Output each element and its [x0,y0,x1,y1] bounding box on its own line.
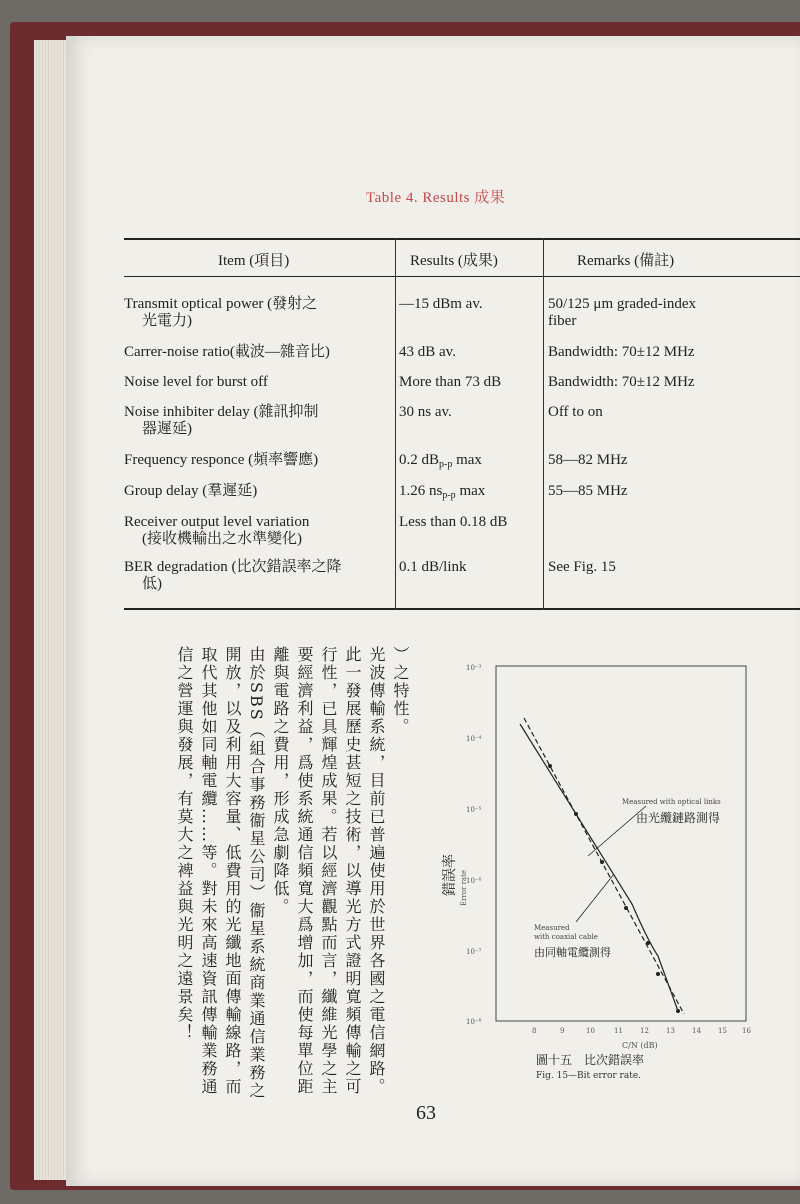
body-paragraph: 光波傳輸系統，目前已普遍使用於世界各國之電信網路。此一發展歷史甚短之技術，以導光方式證明寬頻傳輸之可行性，已具輝煌成果。若以經濟觀點而言，纖維光學之主要經濟利益，爲使系統通信頻寬大爲增加，而使每單位距離與電路之費用，形成急劇降低。 [271,646,386,1096]
row-item-cont: 低) [142,576,162,592]
page-number: 63 [416,1102,436,1124]
y-tick: 10⁻⁵ [466,806,482,814]
y-tick: 10⁻⁴ [466,735,482,743]
data-point [624,906,628,910]
table-bottom-rule [124,608,800,610]
plot-frame [496,666,746,1021]
x-tick: 10 [586,1027,595,1035]
row-result: 43 dB av. [399,344,456,360]
row-remark: 55—85 MHz [548,483,628,499]
row-remark: Bandwidth: 70±12 MHz [548,374,695,390]
row-item-cont: 光電力) [142,313,192,329]
data-point [656,972,660,976]
optical-label: Measured with optical links [622,798,721,806]
y-tick: 10⁻⁶ [466,877,482,885]
data-point [676,1009,680,1013]
row-item: Carrer-noise ratio(載波—雜音比) [124,344,330,360]
coax-label: Measured [534,924,570,932]
x-tick: 12 [640,1027,649,1035]
row-item: Noise inhibiter delay (雜訊抑制 [124,404,319,420]
row-remark: Bandwidth: 70±12 MHz [548,344,695,360]
table-top-rule [124,238,800,240]
row-result: —15 dBm av. [399,296,483,312]
x-tick: 9 [560,1027,565,1035]
header-results: Results (成果) [410,253,498,269]
x-axis-label: C/N (dB) [622,1041,658,1050]
figure-15 [436,656,766,1096]
vertical-body-text [152,646,412,1126]
x-tick: 13 [666,1027,675,1035]
row-item: BER degradation (比次錯誤率之降 [124,559,342,575]
figure-caption-zh: 圖十五 比次錯誤率 [536,1053,645,1067]
table-header-rule [124,276,800,277]
row-remark: See Fig. 15 [548,559,616,575]
coaxial-cable-curve [520,724,678,1011]
row-item: Group delay (羣遲延) [124,483,258,499]
row-result-sub: p-p [442,490,456,501]
y-tick: 10⁻⁷ [466,948,482,956]
row-item: Noise level for burst off [124,374,268,390]
row-result: 30 ns av. [399,404,452,420]
y-axis-label: 錯誤率 [442,854,458,896]
body-paragraph: 由於SBS（組合事務衞星公司）衞星系統商業通信業務之開放，以及利用大容量、低費用的光纖地面傳輸線路，而取代其他如同軸電纜……等。對未來高速資訊傳輸業務通信之營運與發展，有莫大之裨益與光明之遠景矣！ [175,646,266,1100]
coax-label: with coaxial cable [534,933,598,941]
row-item-cont: 器遲延) [142,421,192,437]
x-tick: 15 [718,1027,727,1035]
row-item: Receiver output level variation [124,514,310,530]
data-point [574,812,578,816]
row-remark: 58—82 MHz [548,452,628,468]
y-axis-label-en: Error rate [460,869,468,906]
row-result: 1.26 ns [399,483,443,499]
header-remarks: Remarks (備註) [577,253,675,269]
coax-pointer-line [576,874,614,922]
row-result-tail: max [455,483,486,499]
row-item: Frequency responce (頻率響應) [124,452,319,468]
row-result: 0.1 dB/link [399,559,467,575]
row-remark: 50/125 μm graded-index [548,296,697,312]
row-result: 0.2 dB [399,452,440,468]
figure-caption-en: Fig. 15—Bit error rate. [536,1071,642,1081]
body-paragraph: ）之特性。 [391,646,410,736]
y-tick: 10⁻⁸ [466,1018,482,1026]
data-point [646,941,650,945]
row-item-cont: (接收機輸出之水準變化) [142,531,302,547]
x-tick: 16 [742,1027,751,1035]
book-page [66,36,800,1186]
row-result-tail: max [452,452,482,468]
row-result: More than 73 dB [399,374,502,390]
row-result-sub: p-p [439,459,453,470]
table-title: Table 4. Results 成果 [366,190,506,206]
row-remark-cont: fiber [548,313,577,329]
optical-label-zh: 由光纜鏈路測得 [636,811,721,825]
x-tick: 11 [614,1027,623,1035]
row-item: Transmit optical power (發射之 [124,296,318,312]
header-item: Item (項目) [218,253,290,269]
coax-label-zh: 由同軸電纜測得 [534,946,611,959]
row-remark: Off to on [548,404,603,420]
y-tick: 10⁻³ [466,664,482,672]
column-divider [543,238,544,610]
optical-link-curve [524,718,684,1014]
row-result: Less than 0.18 dB [399,514,508,530]
x-tick: 8 [532,1027,537,1035]
data-point [548,764,552,768]
x-tick: 14 [692,1027,701,1035]
data-point [600,860,604,864]
